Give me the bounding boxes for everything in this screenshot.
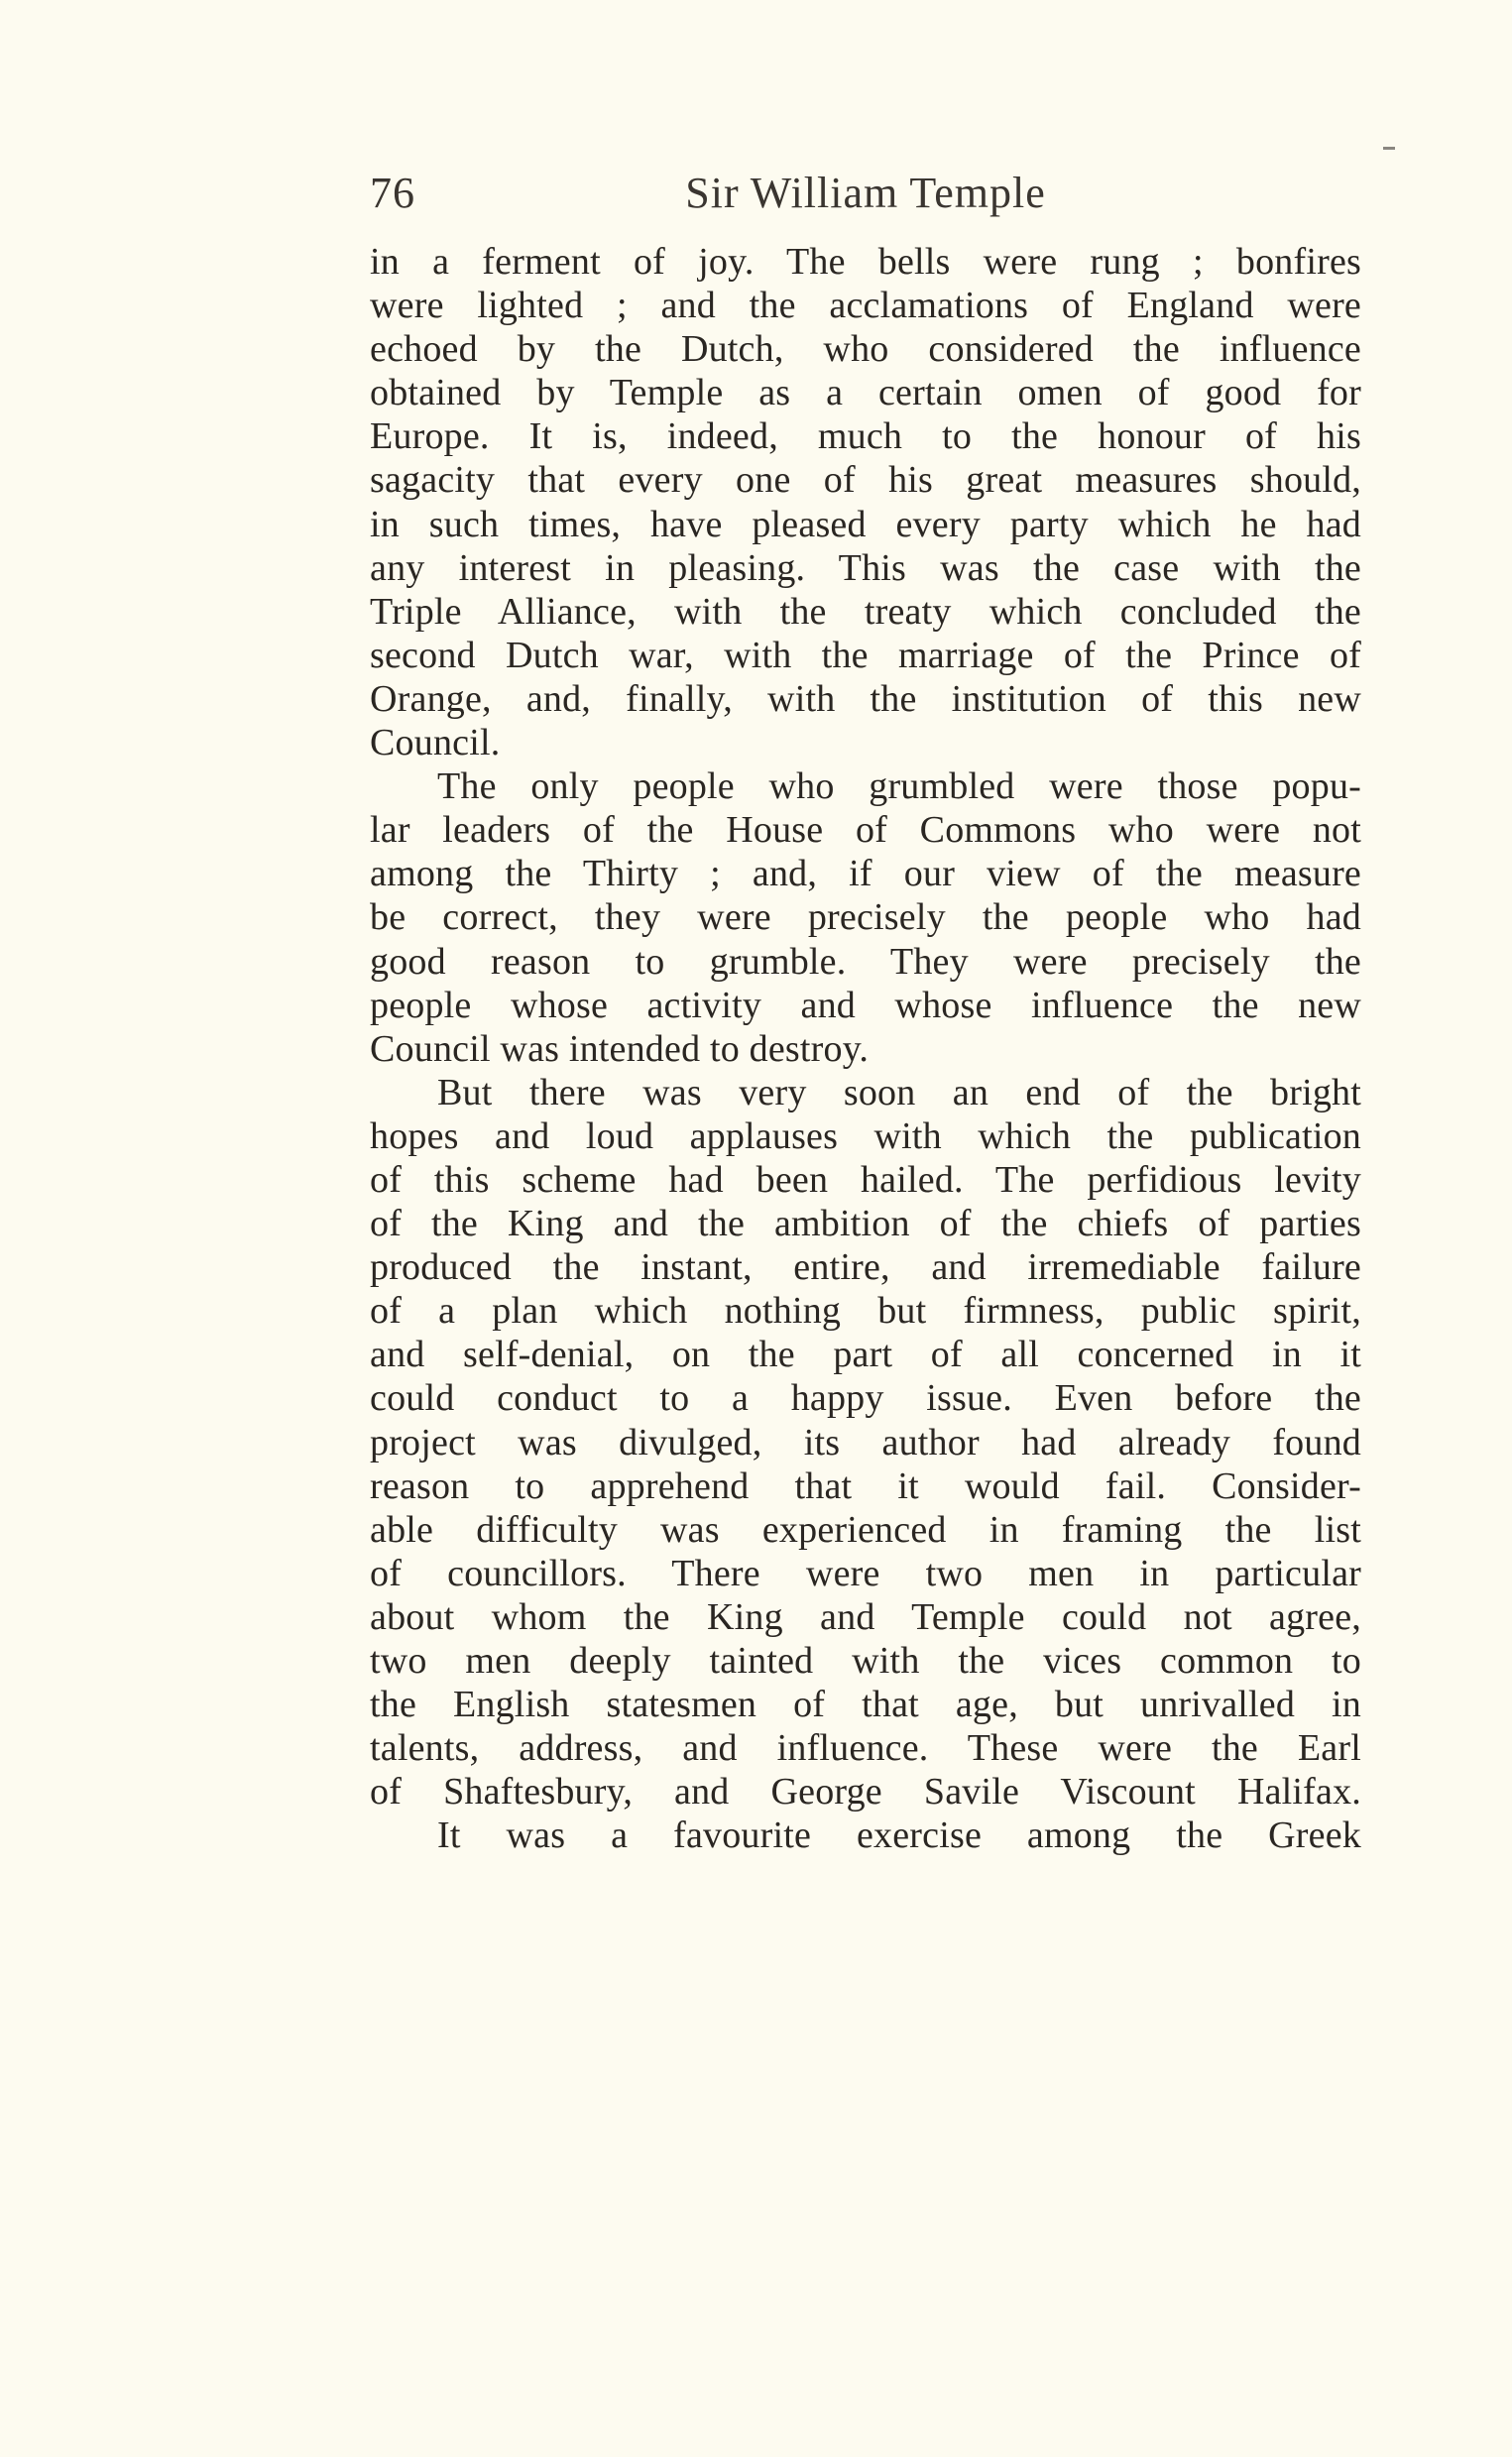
body-text: [370, 240, 1361, 1857]
running-head: Sir William Temple: [685, 169, 1046, 217]
text-line: echoed by the Dutch, who considered the influence: [370, 328, 1361, 371]
text-line: of councillors. There were two men in particular: [370, 1552, 1361, 1594]
text-line: Europe. It is, indeed, much to the honour of his: [370, 415, 1361, 458]
page-number: 76: [370, 169, 415, 217]
text-line: reason to apprehend that it would fail. Consider-: [370, 1464, 1361, 1507]
book-page: [370, 159, 1361, 1857]
page-header: [370, 159, 1361, 228]
text-line: obtained by Temple as a certain omen of good for: [370, 372, 1361, 414]
text-line: project was divulged, its author had already found: [370, 1421, 1361, 1463]
text-line: the English statesmen of that age, but unrivalled in: [370, 1684, 1361, 1726]
text-line: good reason to grumble. They were precisely the: [370, 940, 1361, 983]
text-line: of Shaftesbury, and George Savile Viscount Halifax.: [370, 1771, 1361, 1814]
text-line: able difficulty was experienced in framing the list: [370, 1508, 1361, 1551]
text-line: about whom the King and Temple could not agree,: [370, 1595, 1361, 1638]
text-line: Council was intended to destroy.: [370, 1027, 870, 1070]
text-line: hopes and loud applauses with which the publication: [370, 1114, 1361, 1157]
text-line: in such times, have pleased every party which he had: [370, 503, 1361, 545]
text-line: in a ferment of joy. The bells were rung ; bonfires: [370, 241, 1361, 283]
text-line: lar leaders of the House of Commons who were not: [370, 809, 1361, 852]
text-line: talents, address, and influence. These were the Earl: [370, 1727, 1361, 1770]
text-line: sagacity that every one of his great measures should,: [370, 459, 1361, 502]
text-line: Orange, and, finally, with the institution of this new: [370, 677, 1361, 720]
scan-mark: [1383, 147, 1395, 150]
text-line: were lighted ; and the acclamations of England were: [370, 285, 1361, 327]
text-line: be correct, they were precisely the people who had: [370, 896, 1361, 939]
text-line: people whose activity and whose influence the new: [370, 984, 1361, 1026]
text-line: of the King and the ambition of the chiefs of parties: [370, 1203, 1361, 1245]
text-line: second Dutch war, with the marriage of the Prince of: [370, 634, 1361, 676]
text-line: produced the instant, entire, and irremediable failure: [370, 1246, 1361, 1289]
text-line: among the Thirty ; and, if our view of the measure: [370, 853, 1361, 895]
text-line: of a plan which nothing but firmness, public spirit,: [370, 1290, 1361, 1333]
text-line: could conduct to a happy issue. Even before the: [370, 1377, 1361, 1420]
text-line: But there was very soon an end of the bright: [437, 1071, 1361, 1113]
text-line: Council.: [370, 722, 501, 764]
text-line: two men deeply tainted with the vices common to: [370, 1640, 1361, 1682]
text-line: any interest in pleasing. This was the case with the: [370, 546, 1361, 589]
text-line: The only people who grumbled were those popu-: [437, 765, 1361, 808]
text-line: It was a favourite exercise among the Greek: [437, 1814, 1361, 1857]
text-line: and self-denial, on the part of all concerned in it: [370, 1334, 1361, 1376]
text-line: Triple Alliance, with the treaty which concluded the: [370, 590, 1361, 633]
text-line: of this scheme had been hailed. The perfidious levity: [370, 1158, 1361, 1201]
